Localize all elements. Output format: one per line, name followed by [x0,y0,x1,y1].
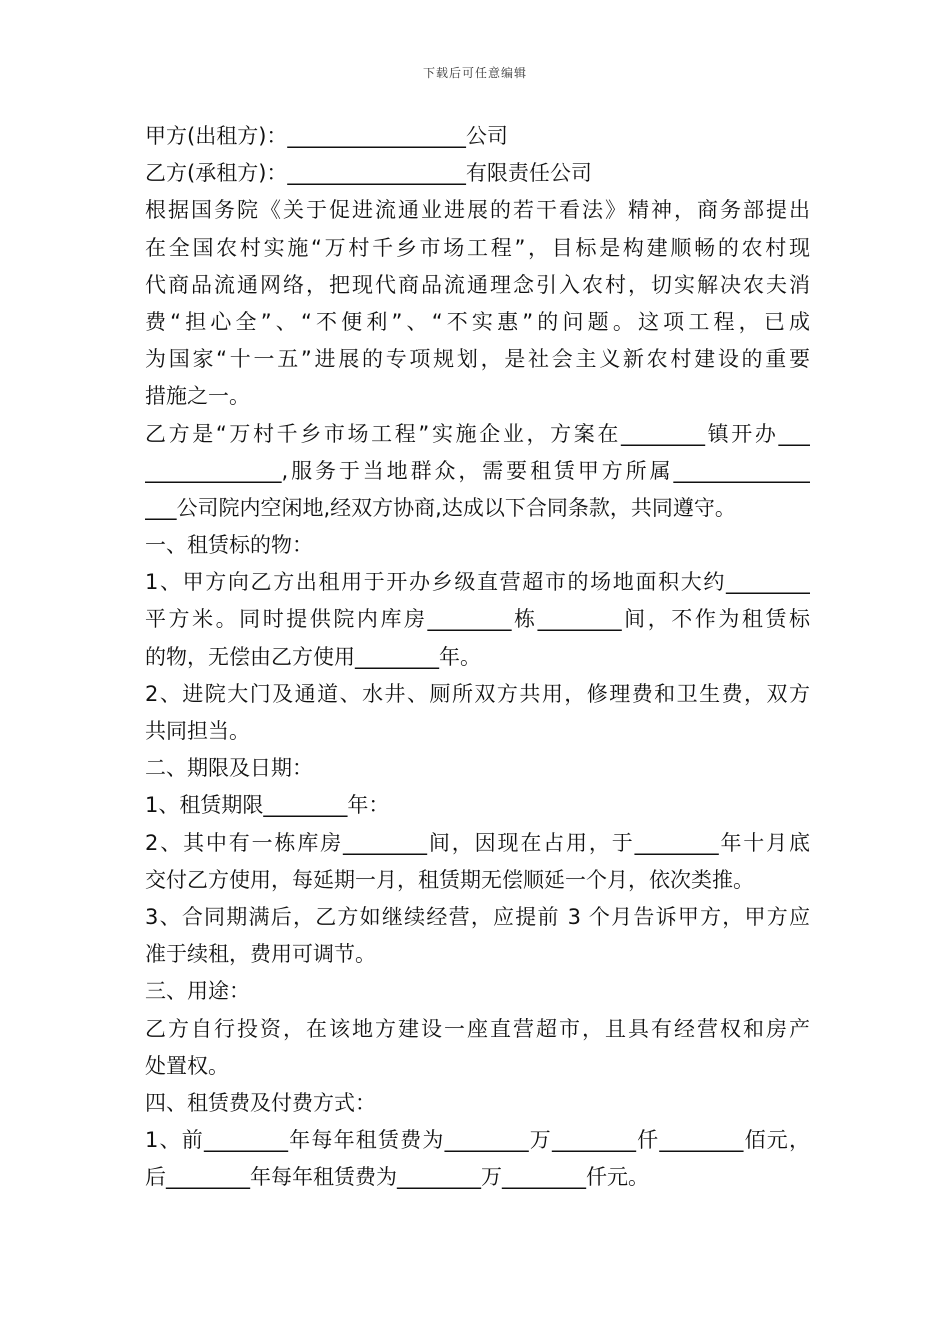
clause-line: 的物，无偿由乙方使用________年。 [145,644,481,669]
section-heading: 四、租赁费及付费方式： [145,1090,376,1115]
clause-line: 3、合同期满后，乙方如继续经营，应提前 3 个月告诉甲方，甲方应 [145,904,810,929]
paragraph-line: 措施之一。 [145,384,250,409]
paragraph-line: 费“担心全”、“不便利”、“不实惠”的问题。这项工程，已成 [145,309,810,334]
paragraph-line: _____________,服务于当地群众，需要租赁甲方所属_____________ [145,458,810,483]
clause-line: 平方米。同时提供院内库房________栋________间，不作为租赁标 [145,607,810,632]
paragraph-line: 在全国农村实施“万村千乡市场工程”，目标是构建顺畅的农村现 [145,235,810,260]
clause-line: 准于续租，费用可调节。 [145,942,376,967]
document-body [145,118,810,1196]
section-heading: 二、期限及日期： [145,756,313,781]
paragraph-line: 根据国务院《关于促进流通业进展的若干看法》精神，商务部提出 [145,198,810,223]
section-heading: 三、用途： [145,979,250,1004]
paragraph-line: ___公司院内空闲地,经双方协商,达成以下合同条款，共同遵守。 [145,495,736,520]
clause-line: 共同担当。 [145,719,250,743]
clause-line: 1、前________年每年租赁费为________万________仟________佰元， [145,1128,810,1153]
party-b-line: 乙方(承租方)：_________________有限责任公司 [145,161,592,186]
paragraph-line: 代商品流通网络，把现代商品流通理念引入农村，切实解决农夫消 [145,272,810,297]
paragraph-line: 为国家“十一五”进展的专项规划，是社会主义新农村建设的重要 [145,347,810,372]
party-a-line: 甲方(出租方)：_________________公司 [145,124,508,148]
clause-line: 1、甲方向乙方出租用于开办乡级直营超市的场地面积大约________ [145,570,810,595]
clause-line: 2、其中有一栋库房________间，因现在占用，于________年十月底 [145,830,810,855]
page-header: 下载后可任意编辑 [422,66,527,80]
clause-line: 1、租赁期限________年： [145,793,390,818]
clause-line: 2、进院大门及通道、水井、厕所双方共用，修理费和卫生费，双方 [145,681,810,706]
paragraph-line: 乙方是“万村千乡市场工程”实施企业，方案在________镇开办___ [145,421,810,446]
clause-line: 乙方自行投资，在该地方建设一座直营超市，且具有经营权和房产 [145,1016,810,1041]
section-heading: 一、租赁标的物： [145,533,313,558]
clause-line: 处置权。 [145,1053,229,1078]
clause-line: 后________年每年租赁费为________万________仟元。 [145,1165,649,1190]
clause-line: 交付乙方使用，每延期一月，租赁期无偿顺延一个月，依次类推。 [145,867,754,892]
